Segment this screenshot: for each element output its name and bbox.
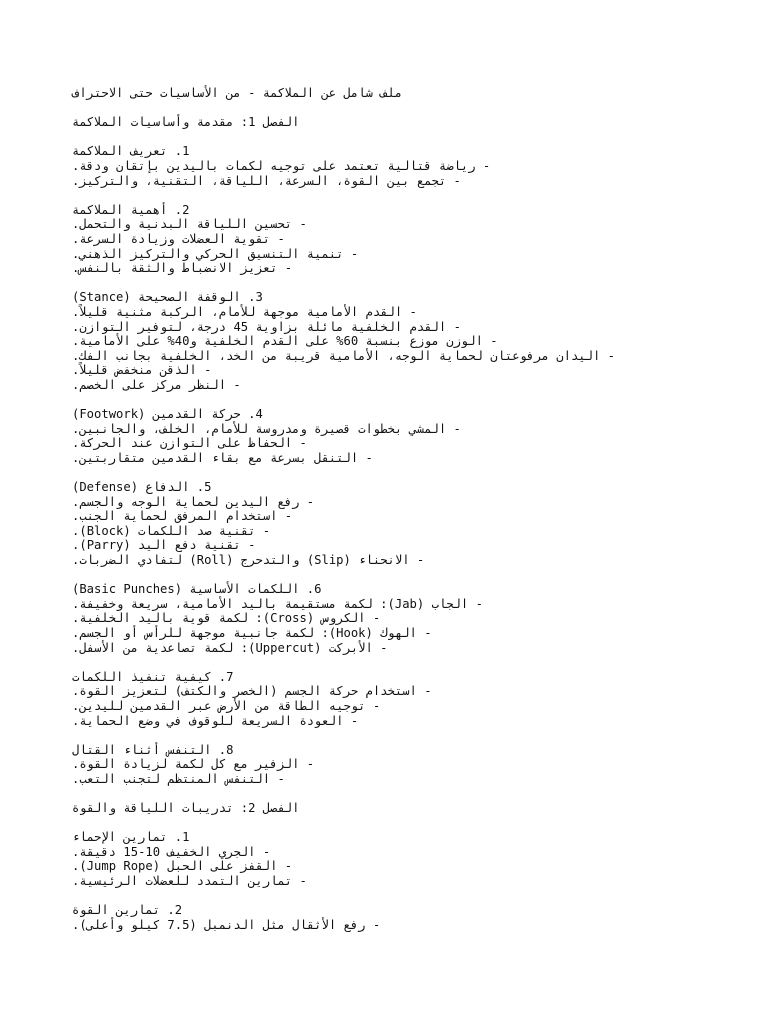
list-item: - الحفاظ على التوازن عند الحركة. [72, 436, 307, 451]
section-heading: 2. أهمية الملاكمة [72, 202, 190, 217]
section-heading: 6. اللكمات الأساسية (Basic Punches) [72, 582, 322, 597]
list-item: - الوزن موزع بنسبة 60% على القدم الخلفية و40% على الأمامية. [72, 334, 498, 349]
spacer [72, 130, 712, 145]
list-item: - استخدام حركة الجسم (الخصر والكتف) لتعزيز القوة. [72, 684, 432, 699]
section-heading: 2. تمارين القوة [72, 903, 183, 918]
list-item: - رفع الأثقال مثل الدنمبل (7.5 كيلو وأعلى). [72, 917, 381, 932]
section-heading: 1. تعريف الملاكمة [72, 144, 190, 159]
list-item: - اليدان مرفوعتان لحماية الوجه، الأمامية قريبة من الخد، الخلفية بجانب الفك. [72, 348, 615, 363]
list-item: - رفع اليدين لحماية الوجه والجسم. [72, 494, 315, 509]
list-item: - القدم الخلفية مائلة بزاوية 45 درجة، لتوفير التوازن. [72, 319, 461, 334]
list-item: - تقوية العضلات وزيادة السرعة. [72, 231, 285, 246]
list-item: - الكروس (Cross): لكمة قوية باليد الخلفية. [72, 611, 381, 626]
list-item: - القفز على الحبل (Jump Rope). [72, 859, 293, 874]
document-page [72, 86, 712, 932]
section-heading: 4. حركة القدمين (Footwork) [72, 407, 263, 422]
list-item: - استخدام المرفق لحماية الجنب. [72, 509, 293, 524]
list-item: - الأبركت (Uppercut): لكمة تصاعدية من الأسفل. [72, 640, 388, 655]
list-item: - تقنية صد اللكمات (Block). [72, 523, 271, 538]
list-item: - العودة السريعة للوقوف في وضع الحماية. [72, 713, 359, 728]
list-item: - الجري الخفيف 10-15 دقيقة. [72, 844, 271, 859]
spacer [72, 568, 712, 583]
list-item: - الانحناء (Slip) والتدحرج (Roll) لتفادي الضربات. [72, 553, 425, 567]
spacer [72, 188, 712, 203]
document-title: ملف شامل عن الملاكمة - من الأساسيات حتى الاحتراف [72, 86, 403, 100]
list-item: - تقنية دفع اليد (Parry). [72, 538, 256, 553]
list-item: - الجاب (Jab): لكمة مستقيمة باليد الأمامية، سريعة وخفيفة. [72, 596, 483, 611]
list-item: - الهوك (Hook): لكمة جانبية موجهة للرأس أو الجسم. [72, 625, 432, 640]
list-item: - المشي بخطوات قصيرة ومدروسة للأمام، الخلف، والجانبين. [72, 421, 461, 436]
list-item: - القدم الأمامية موجهة للأمام، الركبة مثنية قليلاً. [72, 304, 417, 319]
list-item: - تمارين التمدد للعضلات الرئيسية. [72, 874, 307, 889]
spacer [72, 655, 712, 670]
list-item: - تحسين اللياقة البدنية والتحمل. [72, 217, 307, 232]
spacer [72, 728, 712, 743]
chapter-1-heading: الفصل 1: مقدمة وأساسيات الملاكمة [72, 115, 300, 130]
section-heading: 3. الوقفة الصحيحة (Stance) [72, 290, 263, 305]
list-item: - رياضة قتالية تعتمد على توجيه لكمات باليدين بإتقان ودقة. [72, 158, 491, 173]
spacer [72, 392, 712, 407]
spacer [72, 276, 712, 291]
spacer [72, 816, 712, 831]
section-heading: 7. كيفية تنفيذ اللكمات [72, 669, 234, 684]
chapter-2-heading: الفصل 2: تدريبات اللياقة والقوة [72, 801, 300, 816]
spacer [72, 465, 712, 480]
list-item: - النظر مركز على الخصم. [72, 377, 241, 392]
section-heading: 5. الدفاع (Defense) [72, 480, 212, 495]
spacer [72, 889, 712, 904]
list-item: - الزفير مع كل لكمة لزيادة القوة. [72, 757, 315, 772]
spacer [72, 101, 712, 116]
list-item: - التنقل بسرعة مع بقاء القدمين متقاربتين. [72, 450, 373, 465]
section-heading: 1. تمارين الإحماء [72, 830, 190, 845]
list-item: - التنفس المنتظم لتجنب التعب. [72, 771, 285, 786]
list-item: - تعزيز الانضباط والثقة بالنفس. [72, 261, 293, 276]
list-item: - توجيه الطاقة من الأرض عبر القدمين لليدين. [72, 698, 381, 713]
list-item: - تجمع بين القوة، السرعة، اللياقة، التقنية، والتركيز. [72, 173, 461, 188]
section-heading: 8. التنفس أثناء القتال [72, 742, 234, 757]
spacer [72, 787, 712, 802]
list-item: - الذقن منخفض قليلاً. [72, 363, 212, 378]
list-item: - تنمية التنسيق الحركي والتركيز الذهني. [72, 246, 359, 261]
